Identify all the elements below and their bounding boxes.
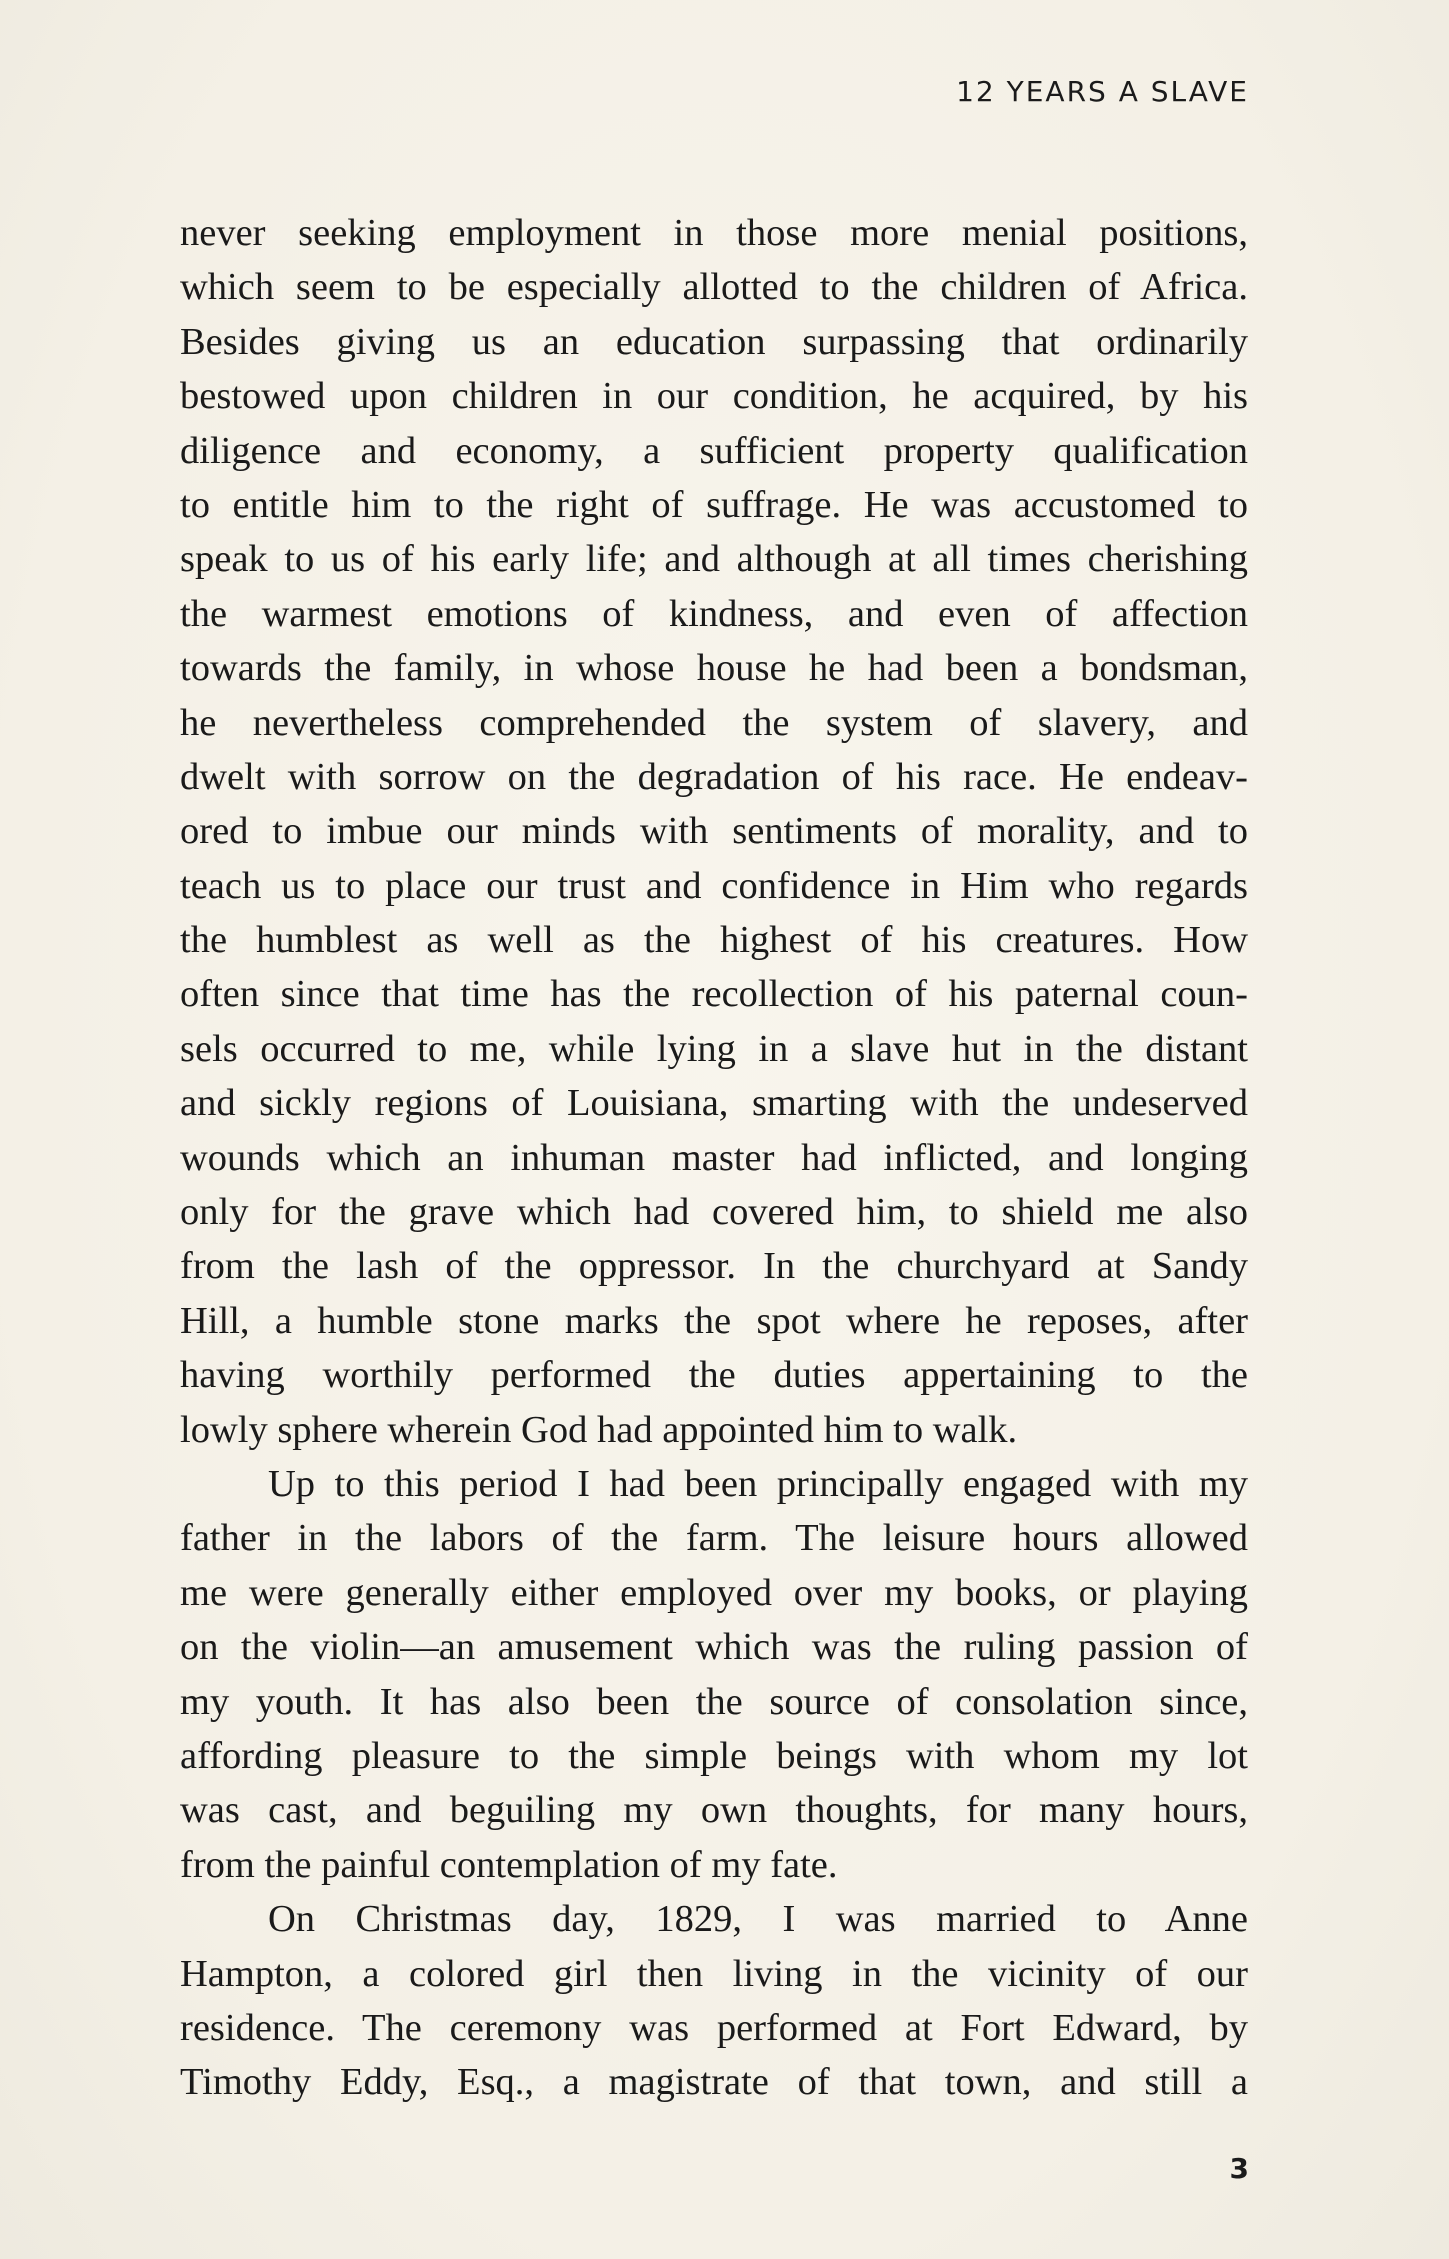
running-head: 12 YEARS A SLAVE [956,75,1249,108]
text-line: only for the grave which had covered him, to shield me also [180,1191,1248,1234]
text-line: on the violin—an amusement which was the ruling passion of [180,1626,1248,1669]
paragraph [180,1457,1248,1892]
text-line: sels occurred to me, while lying in a slave hut in the distant [180,1027,1248,1070]
paragraph [180,206,1248,1457]
text-line: Hill, a humble stone marks the spot where he reposes, after [180,1299,1248,1342]
text-line: teach us to place our trust and confidence in Him who regards [180,864,1248,907]
text-line: Up to this period I had been principally engaged with my [268,1462,1248,1505]
page-number: 3 [1229,2152,1249,2185]
text-line: to entitle him to the right of suffrage. He was accustomed to [180,483,1248,526]
text-line: ored to imbue our minds with sentiments of morality, and to [180,810,1248,853]
text-line: wounds which an inhuman master had inflicted, and longing [180,1136,1248,1179]
text-line: residence. The ceremony was performed at Fort Edward, by [180,2006,1248,2049]
text-line: from the lash of the oppressor. In the churchyard at Sandy [180,1245,1248,1288]
body-text [180,206,1248,2110]
text-line: the warmest emotions of kindness, and even of affection [180,592,1248,635]
text-line: me were generally either employed over my books, or playing [180,1571,1248,1614]
text-line: often since that time has the recollection of his paternal coun- [180,973,1248,1016]
text-line: father in the labors of the farm. The leisure hours allowed [180,1517,1248,1560]
text-line: speak to us of his early life; and although at all times cherishing [180,538,1248,581]
text-line: never seeking employment in those more menial positions, [180,212,1248,254]
text-line: the humblest as well as the highest of his creatures. How [180,919,1248,962]
text-line: from the painful contemplation of my fate. [180,1843,838,1886]
text-line: Timothy Eddy, Esq., a magistrate of that town, and still a [180,2061,1248,2104]
text-line: dwelt with sorrow on the degradation of his race. He endeav- [180,755,1248,798]
text-line: affording pleasure to the simple beings with whom my lot [180,1734,1248,1777]
text-line: and sickly regions of Louisiana, smarting with the undeserved [180,1082,1248,1125]
text-line: On Christmas day, 1829, I was married to Anne [268,1898,1248,1941]
text-line: having worthily performed the duties appertaining to the [180,1354,1248,1397]
paragraph [180,1892,1248,2110]
text-line: which seem to be especially allotted to the children of Africa. [180,266,1248,309]
text-line: was cast, and beguiling my own thoughts, for many hours, [180,1789,1248,1832]
text-line: towards the family, in whose house he had been a bondsman, [180,647,1248,690]
text-line: Besides giving us an education surpassing that ordinarily [180,320,1248,363]
text-line: diligence and economy, a sufficient property qualification [180,429,1248,472]
text-line: bestowed upon children in our condition, he acquired, by his [180,375,1248,418]
text-line: he nevertheless comprehended the system of slavery, and [180,701,1248,744]
text-line: my youth. It has also been the source of consolation since, [180,1680,1248,1723]
text-line: Hampton, a colored girl then living in the vicinity of our [180,1952,1248,1995]
text-line: lowly sphere wherein God had appointed him to walk. [180,1408,1018,1451]
